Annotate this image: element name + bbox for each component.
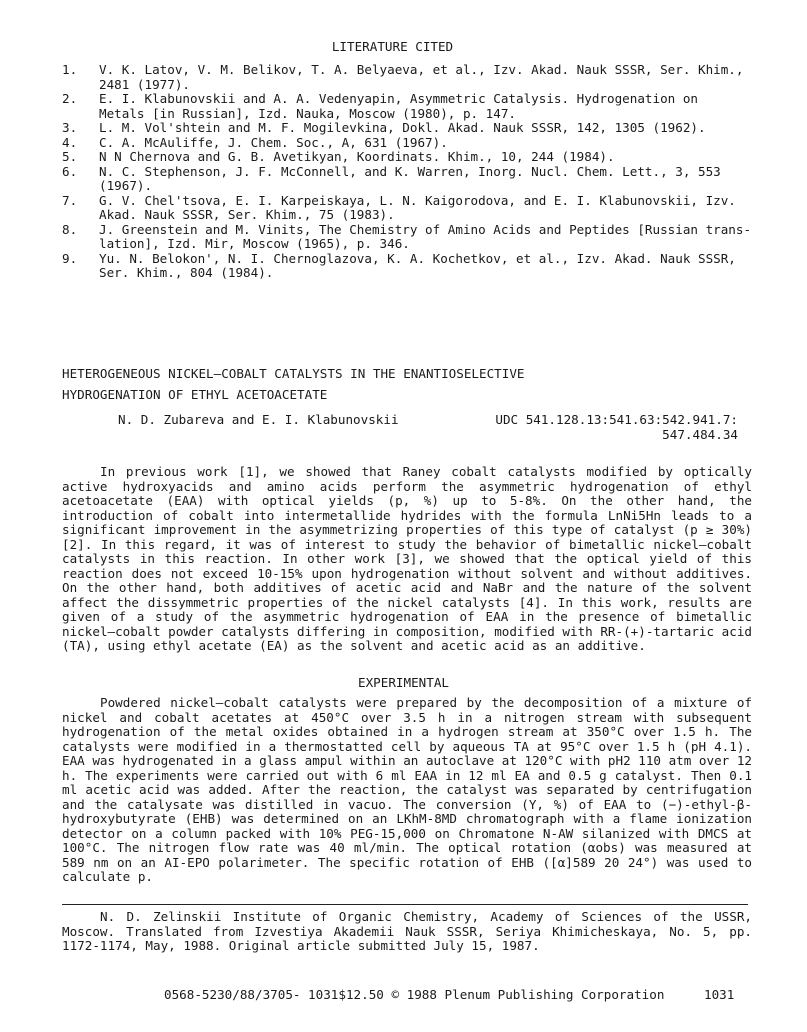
experimental-heading: EXPERIMENTAL (358, 675, 449, 690)
literature-cited-heading: LITERATURE CITED (331, 39, 454, 54)
reference-item (62, 252, 752, 281)
reference-item (62, 165, 752, 194)
reference-number: 6. (62, 163, 78, 179)
reference-text: J. Greenstein and M. Vinits, The Chemistry of Amino Acids and Peptides [Russian trans- lation], Izd. Mir, Moscow (1965), p. 346. (99, 221, 752, 251)
reference-item (62, 223, 752, 252)
reference-number: 5. (62, 149, 78, 164)
reference-number: 2. (62, 91, 78, 106)
reference-text: C. A. McAuliffe, J. Chem. Soc., A, 631 (1967). (99, 134, 448, 150)
footnote-divider (62, 904, 748, 905)
reference-item (62, 150, 752, 165)
page-number: 1031 (704, 987, 735, 1002)
article-authors: N. D. Zubareva and E. I. Klabunovskii (118, 412, 399, 427)
udc-code: UDC 541.128.13:541.63:542.941.7: 547.484.34 (495, 412, 738, 442)
reference-text: N. C. Stephenson, J. F. McConnell, and K. Warren, Inorg. Nucl. Chem. Lett., 3, 553 (1967). (99, 163, 721, 193)
reference-number: 1. (62, 62, 78, 77)
reference-text: G. V. Chel'tsova, E. I. Karpeiskaya, L. N. Kaigorodova, and E. I. Klabunovskii, Izv. Akad. Nauk SSSR, Ser. Khim., 75 (1983). (99, 192, 736, 222)
reference-item (62, 121, 752, 136)
reference-list (62, 63, 752, 281)
article-title: HETEROGENEOUS NICKEL—COBALT CATALYSTS IN THE ENANTIOSELECTIVE HYDROGENATION OF ETHYL ACETOACETATE (62, 366, 525, 402)
reference-item (62, 194, 752, 223)
reference-item (62, 136, 752, 151)
publication-line: 0568-5230/88/3705- 1031$12.50 © 1988 Plenum Publishing Corporation (164, 987, 665, 1002)
reference-text: N N Chernova and G. B. Avetikyan, Koordinats. Khim., 10, 244 (1984). (99, 149, 615, 164)
reference-item (62, 92, 752, 121)
reference-number: 8. (62, 221, 78, 237)
reference-text: E. I. Klabunovskii and A. A. Vedenyapin, Asymmetric Catalysis. Hydrogenation on Metals [in Russian], Izd. Nauka, Moscow (1980), p. 147. (99, 91, 698, 121)
reference-number: 7. (62, 192, 78, 208)
introduction-paragraph: In previous work [1], we showed that Raney cobalt catalysts modified by optically active hydroxyacids and amino acids perform the asymmetric hydrogenation of ethyl acetoacetate (EAA) with optical yields (p, %) up to 5-8%. On the other hand, the introduction of cobalt into intermetallide hydrides with the formula LnNi5Hn leads to a significant improvement in the asymmetrizing properties of this type of catalyst (p ≥ 30%) [2]. In this regard, it was of interest to study the behavior of bimetallic nickel—cobalt catalysts in this reaction. In other work [3], we showed that the optical yield of this reaction does not exceed 10-15% upon hydrogenation without solvent and without additives. On the other hand, both additives of acetic acid and NaBr and the nature of the solvent affect the dissymmetric properties of the nickel catalysts [4]. In this work, results are given of a study of the asymmetric hydrogenation of EAA in the presence of bimetallic nickel—cobalt powder catalysts differing in composition, modified with RR-(+)-tartaric acid (TA), using ethyl acetate (EA) as the solvent and acetic acid as an additive. (62, 464, 752, 653)
reference-text: Yu. N. Belokon', N. I. Chernoglazova, K. A. Kochetkov, et al., Izv. Akad. Nauk SSSR, Ser. Khim., 804 (1984). (99, 250, 736, 280)
experimental-paragraph: Powdered nickel—cobalt catalysts were prepared by the decomposition of a mixture of nickel and cobalt acetates at 450°C over 3.5 h in a nitrogen stream with subsequent hydrogenation of the metal oxides obtained in a hydrogen stream at 350°C over 1.5 h. The catalysts were modified in a thermostatted cell by aqueous TA at 95°C over 1.5 h (pH 4.1). EAA was hydrogenated in a glass ampul within an autoclave at 120°C with pH2 110 atm over 12 h. The experiments were carried out with 6 ml EAA in 12 ml EA and 0.5 g catalyst. Then 0.1 ml acetic acid was added. After the reaction, the catalyst was separated by centrifugation and the catalysate was distilled in vacuo. The conversion (Y, %) of EAA to (−)-ethyl-β-hydroxybutyrate (EHB) was determined on an LKhM-8MD chromatograph with a flame ionization detector on a column packed with 10% PEG-15,000 on Chromatone N-AW silanized with DMCS at 100°C. The nitrogen flow rate was 40 ml/min. The optical rotation (αobs) was measured at 589 nm on an AI-EPO polarimeter. The specific rotation of EHB ([α]589 20 24°) was used to calculate p. (62, 695, 752, 884)
reference-number: 4. (62, 134, 78, 150)
affiliation-footnote: N. D. Zelinskii Institute of Organic Chemistry, Academy of Sciences of the USSR, Moscow. Translated from Izvestiya Akademii Nauk SSSR, Seriya Khimicheskaya, No. 5, pp. 1172-1174, May, 1988. Original article submitted July 15, 1987. (62, 909, 752, 953)
reference-item (62, 63, 752, 92)
reference-text: L. M. Vol'shtein and M. F. Mogilevkina, Dokl. Akad. Nauk SSSR, 142, 1305 (1962). (99, 120, 706, 135)
reference-number: 9. (62, 250, 78, 266)
reference-text: V. K. Latov, V. M. Belikov, T. A. Belyaeva, et al., Izv. Akad. Nauk SSSR, Ser. Khim., 2481 (1977). (99, 62, 744, 92)
reference-number: 3. (62, 120, 78, 135)
